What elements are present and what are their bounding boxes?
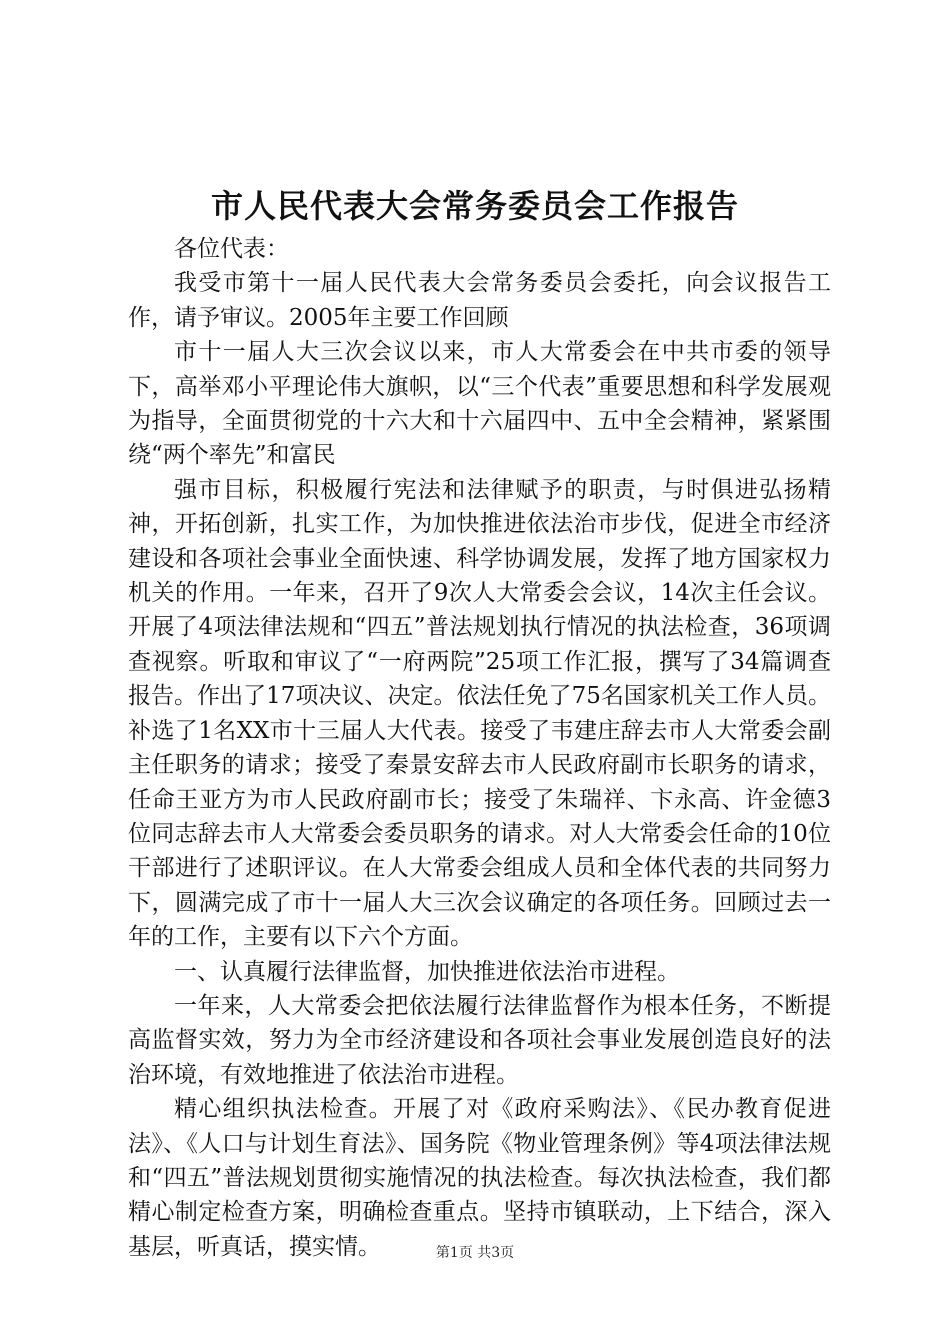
intro-paragraph: 我受市第十一届人民代表大会常务委员会委托，向会议报告工作，请予审议。2005年主要工作回顾 [128,270,831,331]
body-paragraph: 强市目标，积极履行宪法和法律赋予的职责，与时俱进弘扬精神，开拓创新，扎实工作，为加快推进依法治市步伐，促进全市经济建设和各项社会事业全面快速、科学协调发展，发挥了地方国家权力机关的作用。一年来，召开了9次人大常委会会议，14次主任会议。开展了4项法律法规和“四五”普法规划执行情况的执法检查，36项调查视察。听取和审议了“一府两院”25项工作汇报，撰写了34篇调查报告。作出了17项决议、决定。依法任免了75名国家机关工作人员。补选了1名XX市十三届人大代表。接受了韦建庄辞去市人大常委会副主任职务的请求；接受了秦景安辞去市人民政府副市长职务的请求，任命王亚方为市人民政府副市长；接受了朱瑞祥、卞永高、许金德3位同志辞去市人大常委会委员职务的请求。对人大常委会任命的10位干部进行了述职评议。在人大常委会组成人员和全体代表的共同努力下，圆满完成了市十一届人大三次会议确定的各项任务。回顾过去一年的工作，主要有以下六个方面。 [128,476,831,951]
document-body [128,232,831,1264]
greeting-paragraph: 各位代表： [174,236,289,262]
document-title: 市人民代表大会常务委员会工作报告 [210,187,739,225]
body-paragraph: 精心组织执法检查。开展了对《政府采购法》、《民办教育促进法》、《人口与计划生育法》、国务院《物业管理条例》等4项法律法规和“四五”普法规划贯彻实施情况的执法检查。每次执法检查，我们都精心制定检查方案，明确检查重点。坚持市镇联动，上下结合，深入基层，听真话，摸实情。 [128,1096,831,1260]
section-heading: 一、认真履行法律监督，加快推进依法治市进程。 [174,958,680,985]
body-paragraph: 市十一届人大三次会议以来，市人大常委会在中共市委的领导下，高举邓小平理论伟大旗帜，以“三个代表”重要思想和科学发展观为指导，全面贯彻党的十六大和十六届四中、五中全会精神，紧紧围绕“两个率先”和富民 [128,339,831,469]
page-number-footer: 第1页 共3页 [435,1245,515,1261]
body-paragraph: 一年来，人大常委会把依法履行法律监督作为根本任务，不断提高监督实效，努力为全市经济建设和各项社会事业发展创造良好的法治环境，有效地推进了依法治市进程。 [128,992,831,1088]
